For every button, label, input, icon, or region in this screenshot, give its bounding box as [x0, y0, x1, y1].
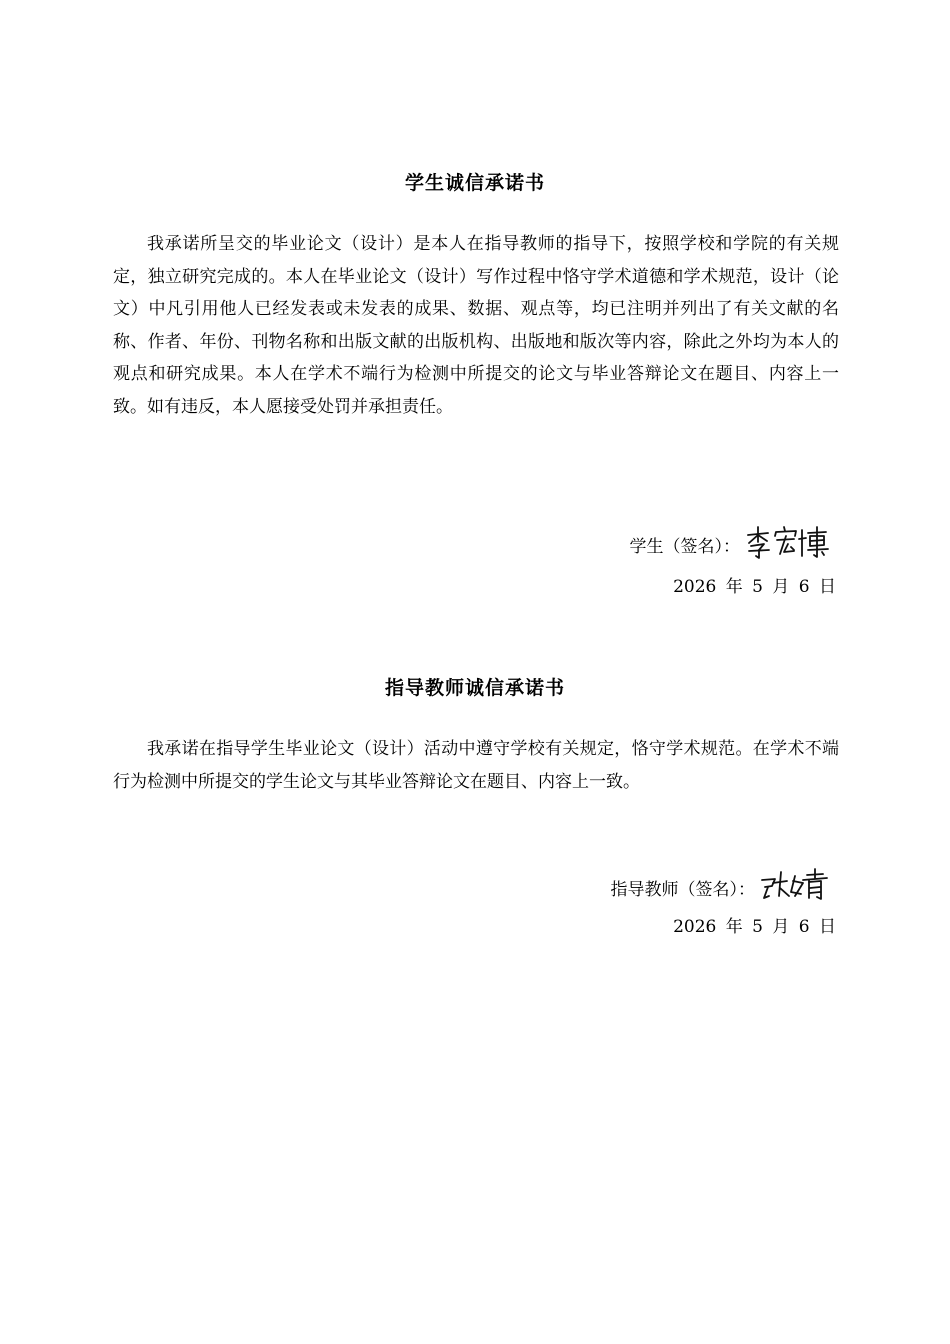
student-sign-date: 2026 年 5 月 6 日 — [673, 577, 836, 597]
teacher-signature-label: 指导教师（签名）： — [610, 880, 755, 900]
student-signature-line — [630, 522, 835, 567]
student-pledge-title: 学生诚信承诺书 — [404, 172, 545, 194]
teacher-signature-line — [611, 866, 835, 909]
student-handwritten-signature — [744, 522, 834, 567]
teacher-pledge-title: 指导教师诚信承诺书 — [384, 677, 565, 699]
teacher-sign-date: 2026 年 5 月 6 日 — [673, 917, 836, 937]
student-signature-label: 学生（签名）： — [629, 537, 740, 557]
teacher-handwritten-signature — [759, 866, 834, 909]
student-pledge-body: 我承诺所呈交的毕业论文（设计）是本人在指导教师的指导下，按照学校和学院的有关规定，独立研究完成的。本人在毕业论文（设计）写作过程中恪守学术道德和学术规范，设计（论文）中凡引用他人已经发表或未发表的成果、数据、观点等，均已注明并列出了有关文献的名称、作者、年份、刊物名称和出版文献的出版机构、出版地和版次等内容，除此之外均为本人的观点和研究成果。本人在学术不端行为检测中所提交的论文与毕业答辩论文在题目、内容上一致。如有违反，本人愿接受处罚并承担责任。 — [113, 234, 839, 417]
teacher-pledge-body: 我承诺在指导学生毕业论文（设计）活动中遵守学校有关规定，恪守学术规范。在学术不端行为检测中所提交的学生论文与其毕业答辩论文在题目、内容上一致。 — [113, 739, 839, 792]
